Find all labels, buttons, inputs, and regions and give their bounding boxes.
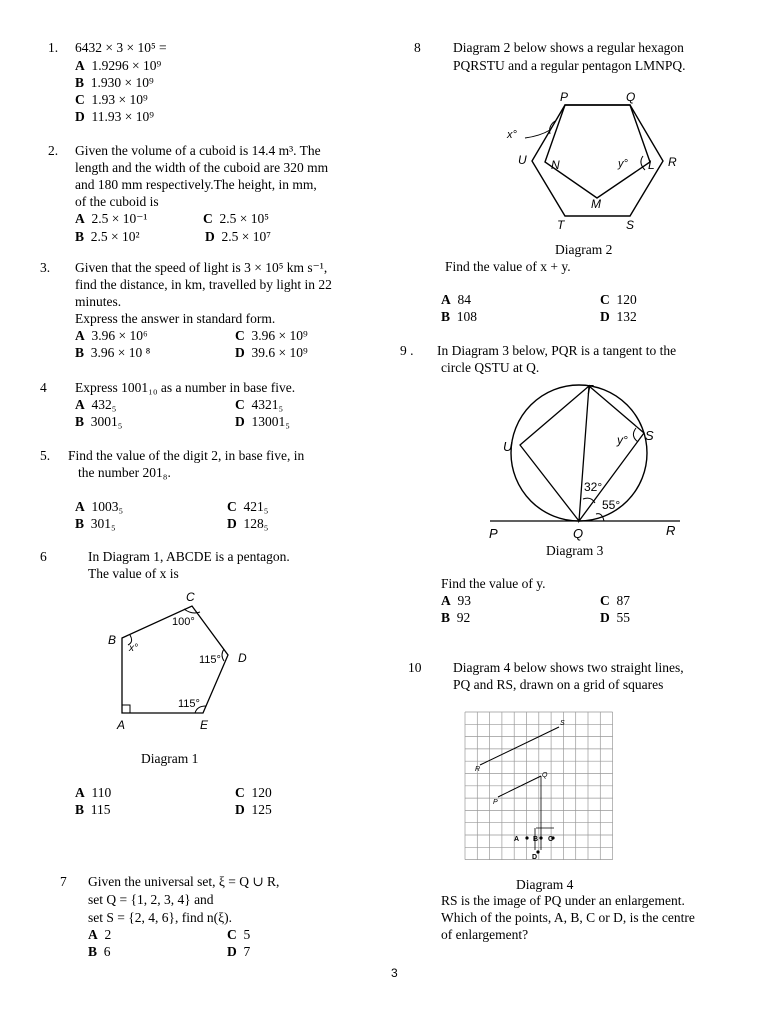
q3-option-b[interactable]: B 3.96 × 10 ⁸ xyxy=(75,345,151,360)
q3-line-1: Given that the speed of light is 3 × 10⁵ km s⁻¹, xyxy=(75,260,328,275)
label-e: E xyxy=(200,718,209,732)
q6-option-b[interactable]: B 115 xyxy=(75,802,111,817)
q5-option-c[interactable]: C 421₅ xyxy=(227,499,269,514)
label-a: A xyxy=(514,836,520,843)
q1-text: 6432 × 3 × 10⁵ = xyxy=(75,40,167,55)
q3-option-d[interactable]: D 39.6 × 10⁹ xyxy=(235,345,308,360)
diagram-2-hexagon-pentagon xyxy=(500,88,690,238)
q9-line-1: In Diagram 3 below, PQR is a tangent to the xyxy=(437,343,677,358)
label-r: R xyxy=(666,523,676,538)
label-p: P xyxy=(560,90,569,104)
q9-number: 9 . xyxy=(400,343,414,358)
diagram-1-caption: Diagram 1 xyxy=(141,751,199,766)
diagram-3-caption: Diagram 3 xyxy=(546,543,604,558)
q6-option-d[interactable]: D 125 xyxy=(235,802,272,817)
label-x-angle: x° xyxy=(129,643,138,654)
q9-prompt: Find the value of y. xyxy=(441,576,546,591)
label-55-angle: 55° xyxy=(602,498,621,512)
q8-line-2: PQRSTU and a regular pentagon LMNPQ. xyxy=(453,58,686,73)
q6-number: 6 xyxy=(40,549,47,564)
label-b: B xyxy=(108,633,117,647)
q4-option-c[interactable]: C 4321₅ xyxy=(235,397,284,412)
label-a: A xyxy=(117,718,126,732)
q1-option-d[interactable]: D 11.93 × 10⁹ xyxy=(75,109,154,124)
label-t: T xyxy=(585,382,593,397)
q3-option-c[interactable]: C 3.96 × 10⁹ xyxy=(235,328,308,343)
label-l: L xyxy=(648,158,655,172)
q8-number: 8 xyxy=(414,40,421,55)
q5-number: 5. xyxy=(40,448,51,463)
label-c: C xyxy=(186,590,195,604)
q1-number: 1. xyxy=(48,40,59,55)
q1-option-b[interactable]: B 1.930 × 10⁹ xyxy=(75,75,154,90)
page-number: 3 xyxy=(391,966,398,980)
q9-option-a[interactable]: A 93 xyxy=(441,593,471,608)
q9-option-b[interactable]: B 92 xyxy=(441,610,471,625)
q4-option-a[interactable]: A 432₅ xyxy=(75,397,117,412)
label-d: D xyxy=(532,854,538,861)
q1-option-a[interactable]: A 1.9296 × 10⁹ xyxy=(75,58,162,73)
q9-option-d[interactable]: D 55 xyxy=(600,610,630,625)
q7-line-3: set S = {2, 4, 6}, find n(ξ). xyxy=(88,910,232,925)
q1-option-c[interactable]: C 1.93 × 10⁹ xyxy=(75,92,148,107)
q4-number: 4 xyxy=(40,380,47,395)
label-n: N xyxy=(551,158,560,172)
diagram-2-caption: Diagram 2 xyxy=(555,242,613,257)
q8-option-a[interactable]: A 84 xyxy=(441,292,471,307)
label-r: R xyxy=(475,766,481,773)
label-d: D xyxy=(238,651,247,665)
label-q: Q xyxy=(542,772,548,779)
diagram-3-circle xyxy=(480,378,700,543)
q2-option-b[interactable]: B 2.5 × 10² xyxy=(75,229,140,244)
q2-option-c[interactable]: C 2.5 × 10⁵ xyxy=(203,211,269,226)
label-m: M xyxy=(591,197,601,211)
q6-option-c[interactable]: C 120 xyxy=(235,785,272,800)
label-s: S xyxy=(560,720,565,727)
label-c-angle: 100° xyxy=(172,616,195,628)
q5-option-a[interactable]: A 1003₅ xyxy=(75,499,124,514)
q9-option-c[interactable]: C 87 xyxy=(600,593,630,608)
q8-option-d[interactable]: D 132 xyxy=(600,309,637,324)
label-c: C xyxy=(548,836,554,843)
q2-line-4: of the cuboid is xyxy=(75,194,159,209)
q2-line-1: Given the volume of a cuboid is 14.4 m³. The xyxy=(75,143,321,158)
q10-line-1: Diagram 4 below shows two straight lines, xyxy=(453,660,684,675)
q3-line-3: minutes. xyxy=(75,294,122,309)
label-y-angle: y° xyxy=(618,158,628,170)
q8-line-1: Diagram 2 below shows a regular hexagon xyxy=(453,40,684,55)
q8-prompt: Find the value of x + y. xyxy=(445,259,571,274)
q6-line-2: The value of x is xyxy=(88,566,179,581)
label-u: U xyxy=(518,153,527,167)
q7-number: 7 xyxy=(60,874,67,889)
q10-question-line-1: RS is the image of PQ under an enlargement. xyxy=(441,893,685,908)
label-b: B xyxy=(533,836,539,843)
q3-line-2: find the distance, in km, travelled by light in 22 xyxy=(75,277,332,292)
q2-option-a[interactable]: A 2.5 × 10⁻¹ xyxy=(75,211,148,226)
label-e-angle: 115° xyxy=(178,698,200,710)
q5-line-2: the number 201₈. xyxy=(78,465,171,480)
q2-line-2: length and the width of the cuboid are 320 mm xyxy=(75,160,329,175)
q7-line-1: Given the universal set, ξ = Q ∪ R, xyxy=(88,874,280,889)
q10-question-line-2: Which of the points, A, B, C or D, is the centre xyxy=(441,910,695,925)
q3-line-4: Express the answer in standard form. xyxy=(75,311,276,326)
q4-text: Express 1001₁₀ as a number in base five. xyxy=(75,380,296,395)
label-q: Q xyxy=(626,90,636,104)
q7-option-d[interactable]: D 7 xyxy=(227,944,251,959)
label-q: Q xyxy=(573,526,584,541)
q6-option-a[interactable]: A 110 xyxy=(75,785,112,800)
label-u: U xyxy=(503,439,513,454)
label-r: R xyxy=(668,155,677,169)
q7-option-c[interactable]: C 5 xyxy=(227,927,251,942)
label-s: S xyxy=(645,428,654,443)
diagram-4-grid xyxy=(463,710,623,870)
q7-option-a[interactable]: A 2 xyxy=(88,927,112,942)
label-y-angle: y° xyxy=(617,433,628,447)
label-p: P xyxy=(493,799,498,806)
q2-number: 2. xyxy=(48,143,59,158)
label-32-angle: 32° xyxy=(584,480,603,494)
label-t: T xyxy=(557,218,565,232)
q10-line-2: PQ and RS, drawn on a grid of squares xyxy=(453,677,664,692)
q3-option-a[interactable]: A 3.96 × 10⁶ xyxy=(75,328,148,343)
diagram-4-caption: Diagram 4 xyxy=(516,877,574,892)
q7-option-b[interactable]: B 6 xyxy=(88,944,111,959)
q7-line-2: set Q = {1, 2, 3, 4} and xyxy=(88,892,214,907)
label-p: P xyxy=(489,526,498,541)
q6-line-1: In Diagram 1, ABCDE is a pentagon. xyxy=(88,549,290,564)
q9-line-2: circle QSTU at Q. xyxy=(441,360,540,375)
label-d-angle: 115° xyxy=(199,654,221,666)
q4-option-d[interactable]: D 13001₅ xyxy=(235,414,290,429)
q2-option-d[interactable]: D 2.5 × 10⁷ xyxy=(205,229,271,244)
diagram-1-pentagon xyxy=(100,585,270,735)
q5-option-b[interactable]: B 301₅ xyxy=(75,516,116,531)
q8-option-b[interactable]: B 108 xyxy=(441,309,478,324)
label-s: S xyxy=(626,218,635,232)
q3-number: 3. xyxy=(40,260,51,275)
q10-question-line-3: of enlargement? xyxy=(441,927,529,942)
q2-line-3: and 180 mm respectively.The height, in mm, xyxy=(75,177,317,192)
q8-option-c[interactable]: C 120 xyxy=(600,292,637,307)
q10-number: 10 xyxy=(408,660,422,675)
q5-line-1: Find the value of the digit 2, in base five, in xyxy=(68,448,305,463)
q4-option-b[interactable]: B 3001₅ xyxy=(75,414,123,429)
label-x-angle: x° xyxy=(507,129,517,141)
q5-option-d[interactable]: D 128₅ xyxy=(227,516,269,531)
